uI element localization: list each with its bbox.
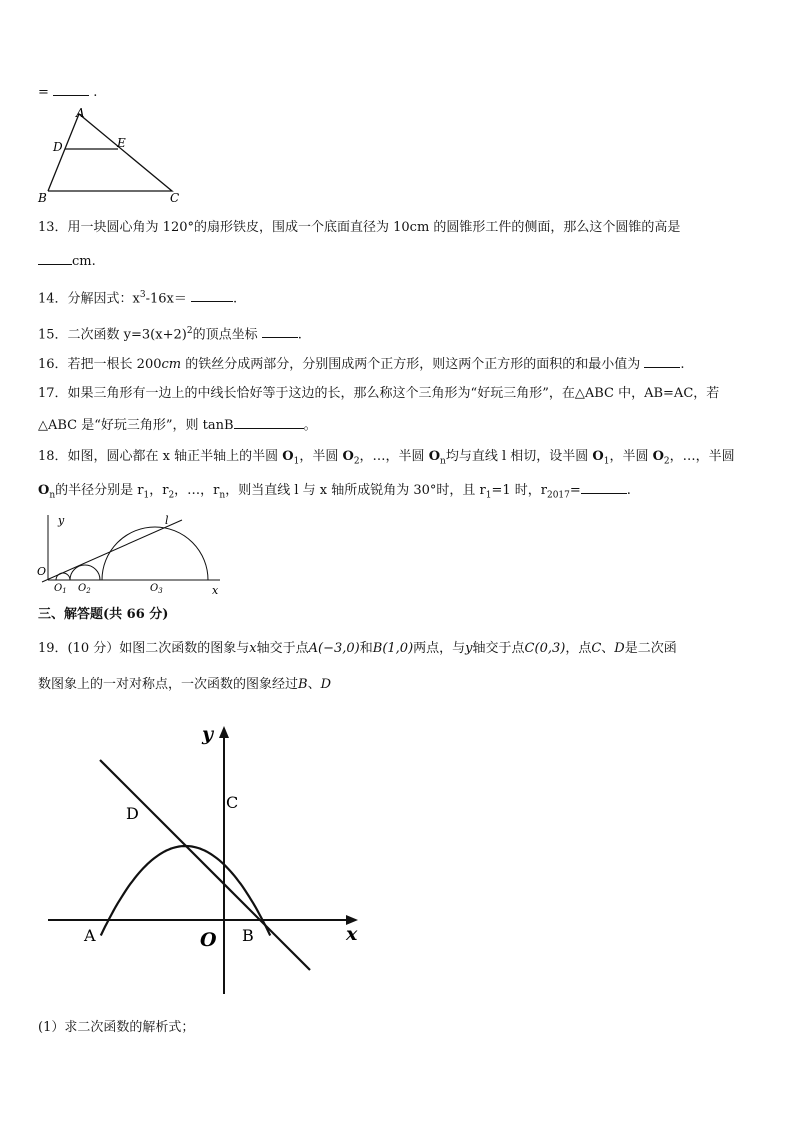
q19-dun2: 、 [307,677,321,692]
q18-on2-sub: n [49,490,56,501]
q19-text-b: 轴交于点 [256,641,309,656]
axis-x-label: x [346,923,358,945]
point-d-label: D [126,804,139,823]
q14-line [38,286,237,308]
parabola-curve [101,846,270,936]
section-3-title: 三、解答题(共 66 分) [38,607,169,622]
semicircles-figure [34,510,234,600]
origin-label: O [37,565,47,578]
q18-sep3: ，半圆 [609,449,653,464]
q18-on2: O [38,483,50,498]
q18-o2: O [342,449,354,464]
q18-s1: 1 [293,456,300,467]
q18-on: O [428,449,441,464]
label-A: A [76,106,85,120]
q19-and: 和 [359,641,373,656]
q19-y: y [465,641,473,656]
q13-line2 [38,251,96,271]
q16-post: 的铁丝分成两部分，分别围成两个正方形，则这两个正方形的面积的和最小值为 [181,357,641,372]
q19-line2 [38,676,331,694]
q15-text: 15．二次函数 y=3(x+2) [38,327,187,343]
o1-label: $O_1$ [54,583,67,595]
q18-c1: ，r [149,483,169,498]
q18-rn-sub: n [219,490,226,501]
q17-answer-blank[interactable] [234,415,304,429]
q18-text-f: = [569,483,581,498]
label-D: D [53,140,63,154]
q19-c: C [591,641,602,656]
o2-label: $O_2$ [78,583,91,595]
q17-line1 [38,385,719,403]
q17-text: 17．如果三角形有一边上的中线长恰好等于这边的长，那么称这个三角形为“好玩三角形”，在△ABC 中，AB=AC，若 [38,386,720,401]
label-B: B [38,191,47,205]
q16-pre: 16．若把一根长 200 [38,357,162,372]
q13-text: 13．用一块圆心角为 120°的扇形铁皮，围成一个底面直径为 10cm 的圆锥形工件的侧面，那么这个圆锥的高是 [38,220,681,235]
q18-s1b: 1 [603,456,610,467]
q18-o1b: O [592,449,604,464]
q19-text-g: 数图象上的一对对称点，一次函数的图象经过 [38,677,299,692]
axis-y-label: y [58,514,65,527]
axis-y-label: y [202,723,214,745]
q18-sep1: ，半圆 [299,449,343,464]
q14-answer-blank[interactable] [191,288,233,302]
q18-r1-sub: 1 [143,490,150,501]
q18-sep4: ，…，半圆 [669,449,735,464]
q17-text2: △ABC 是“好玩三角形”，则 tanB [38,418,234,433]
q18-o1: O [282,449,294,464]
q19-sub1: (1）求二次函数的解析式； [38,1020,195,1035]
q18-o2b: O [652,449,664,464]
line-l-label: l [165,514,169,527]
q14-rest: -16x＝ [145,291,187,307]
q18-line1 [38,448,735,471]
q14-sup: 3 [139,290,146,300]
q18-r2-sub: 2 [168,490,175,501]
q16-unit: cm [161,357,182,372]
q19-text-d: 轴交于点 [472,641,525,656]
point-b-label: B [242,926,254,945]
q19-d2: D [320,677,332,692]
q14-text: 14．分解因式：x [38,291,140,307]
q18-text-d: ，则当直线 l 与 x 轴所成锐角为 30°时，且 r [225,483,486,498]
q18-c2: ，…，r [174,483,220,498]
q15-sup: 2 [186,326,193,336]
q13-line1 [38,219,680,237]
q15-end: . [297,327,302,343]
q19-text-a: 19．(10 分）如图二次函数的图象与 [38,641,250,656]
q18-text-e: =1 时，r [491,483,547,498]
q15-line [38,322,302,344]
q19-dun: 、 [601,641,615,656]
q12-answer-line [38,82,97,102]
q13-answer-blank[interactable] [38,251,72,265]
label-E: E [117,136,126,150]
q18-r2017-sub: 2017 [546,490,570,501]
parabola-figure [40,720,370,1000]
q19-text-c: 两点，与 [413,641,466,656]
q19-d: D [614,641,625,656]
q18-text-b: 均与直线 l 相切，设半圆 [445,449,593,464]
q18-sep2: ，…，半圆 [359,449,429,464]
q18-s2: 2 [353,456,360,467]
q18-end: . [626,483,631,498]
q19-point-b: B(1,0) [372,641,414,656]
q18-answer-blank[interactable] [581,480,627,494]
axis-x-label: x [212,584,219,597]
answer-blank[interactable] [53,82,89,96]
q18-sn: n [440,456,446,467]
q17-line2 [38,415,317,435]
o3-label: $O_3$ [150,583,163,595]
label-C: C [170,191,180,205]
q19-text-e: ，点 [565,641,592,656]
period: . [93,85,98,100]
point-c-label: C [226,793,239,812]
q17-end: 。 [303,418,317,433]
q13-unit: cm. [72,254,96,269]
q19-line1 [38,640,677,658]
q19-x: x [249,641,257,656]
q15-answer-blank[interactable] [262,324,298,338]
q18-s2b: 2 [663,456,670,467]
q19-text-f: 是二次函 [624,641,677,656]
q19-point-c: C(0,3) [524,641,566,656]
q16-end: . [680,357,685,372]
q18-text-c: 的半径分别是 r [55,483,144,498]
q18-r1b-sub: 1 [485,490,492,501]
q18-line2 [38,480,631,505]
origin-label: O [200,929,217,951]
q14-end: . [233,291,238,307]
point-a-label: A [84,926,96,945]
q18-text-a: 18．如图，圆心都在 x 轴正半轴上的半圆 [38,449,283,464]
q19-b2: B [298,677,308,692]
q15-rest: 的顶点坐标 [192,327,258,343]
equals-sign: = [38,85,49,100]
q16-answer-blank[interactable] [644,354,680,368]
triangle-figure [34,106,184,206]
q19-point-a: A(−3,0) [308,641,360,656]
q16-line [38,354,685,374]
